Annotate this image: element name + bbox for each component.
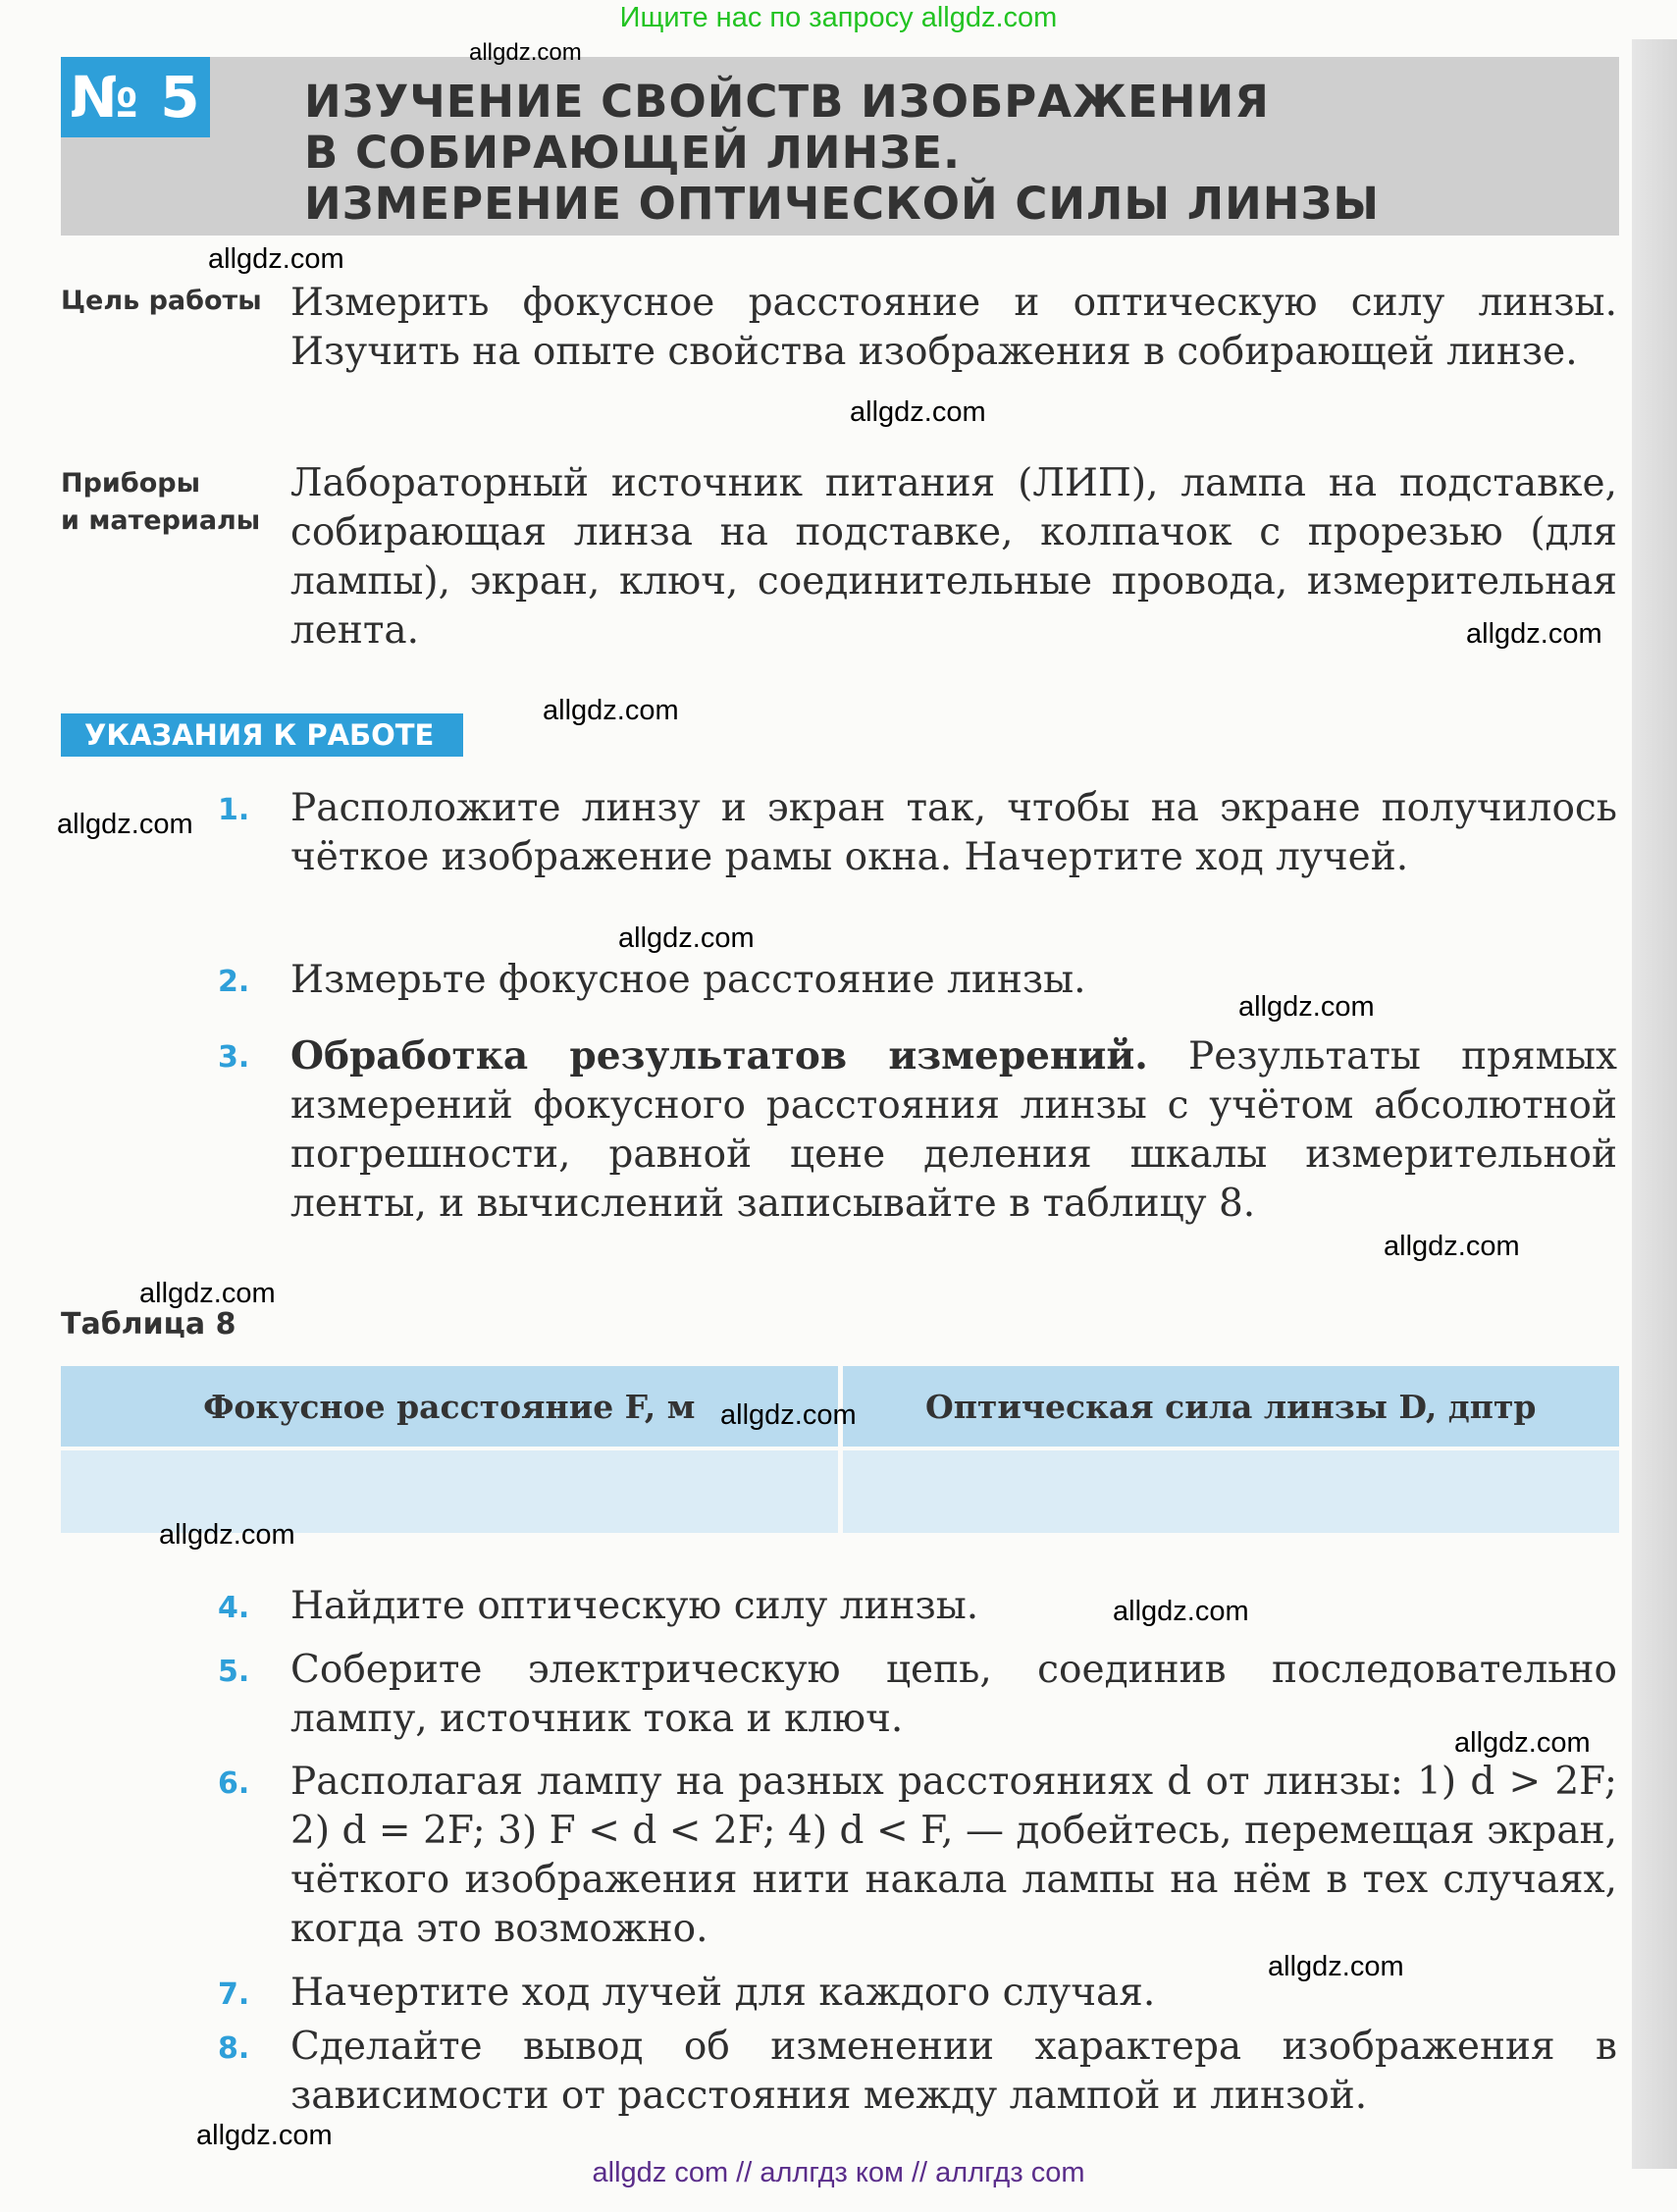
watermark: allgdz.com	[1238, 991, 1375, 1023]
page-edge-shadow	[1632, 39, 1677, 2169]
watermark: allgdz.com	[139, 1278, 276, 1309]
watermark: allgdz.com	[57, 809, 193, 840]
step-number: 8.	[218, 2031, 250, 2066]
step-number: 3.	[218, 1040, 250, 1075]
watermark: allgdz.com	[1268, 1951, 1404, 1982]
step-number: 4.	[218, 1591, 250, 1625]
step-bold-lead: Обработка результатов измерений.	[290, 1033, 1148, 1079]
title-line-3: ИЗМЕРЕНИЕ ОПТИЧЕСКОЙ СИЛЫ ЛИНЗЫ	[304, 178, 1381, 230]
watermark: allgdz.com	[1466, 618, 1602, 650]
table-header-optical-power: Оптическая сила линзы D, дптр	[925, 1387, 1537, 1426]
step-text-rest: Результаты прямых измерений фокусного расстояния линзы с учётом абсолютной погрешности, равной цене деления шкалы измерительной ленты, и вычислений записывайте в таблицу 8.	[290, 1034, 1617, 1226]
results-table	[61, 1366, 1619, 1533]
step-number: 7.	[218, 1977, 250, 2012]
table-cell-optical-power	[843, 1450, 1620, 1533]
step-text: Расположите линзу и экран так, чтобы на экране получилось чёткое изображение рамы окна. Начертите ход лучей.	[290, 786, 1617, 879]
step-number: 1.	[218, 793, 250, 827]
materials-label	[61, 465, 260, 540]
step-text: Найдите оптическую силу линзы.	[290, 1584, 979, 1628]
watermark: allgdz.com	[196, 2120, 333, 2151]
watermark: allgdz.com	[1113, 1596, 1249, 1627]
goal-text: Измерить фокусное расстояние и оптическую силу линзы. Изучить на опыте свойства изображения в собирающей линзе.	[290, 281, 1617, 374]
watermark: allgdz.com	[618, 922, 755, 954]
page-title	[304, 77, 1599, 230]
table-header-focal-length: Фокусное расстояние F, м	[61, 1366, 843, 1447]
watermark: allgdz.com	[1384, 1231, 1520, 1262]
materials-text: Лабораторный источник питания (ЛИП), лампа на подставке, собирающая линза на подставке, колпачок с прорезью (для лампы), экран, ключ, соединительные провода, измерительная лента.	[290, 461, 1617, 653]
watermark: allgdz.com	[850, 396, 986, 428]
watermark: allgdz.com	[469, 39, 582, 66]
watermark: allgdz.com	[543, 695, 679, 726]
footer-watermark: allgdz com // аллгдз ком // аллгдз com	[592, 2157, 1085, 2188]
table-caption: Таблица 8	[61, 1307, 236, 1342]
watermark: allgdz.com	[1454, 1727, 1591, 1759]
goal-label: Цель работы	[61, 286, 262, 316]
materials-label-line-2: и материалы	[61, 505, 261, 536]
step-text: Располагая лампу на разных расстояниях d от линзы: 1) d > 2F; 2) d = 2F; 3) F < d < 2F; 4) d < F, — добейтесь, перемещая экран, чёткого изображения нити накала лампы на нём в тех случаях, когда это возможно.	[290, 1760, 1617, 1951]
title-line-1: ИЗУЧЕНИЕ СВОЙСТВ ИЗОБРАЖЕНИЯ	[304, 76, 1270, 128]
watermark: allgdz.com	[159, 1519, 295, 1551]
section-title: УКАЗАНИЯ К РАБОТЕ	[61, 713, 463, 757]
step-text	[290, 1031, 1617, 1229]
materials-label-line-1: Приборы	[61, 468, 200, 499]
title-line-2: В СОБИРАЮЩЕЙ ЛИНЗЕ.	[304, 127, 962, 179]
watermark: allgdz.com	[720, 1399, 857, 1431]
lab-number-badge: № 5	[61, 57, 210, 137]
step-number: 6.	[218, 1766, 250, 1801]
step-text: Измерьте фокусное расстояние линзы.	[290, 958, 1086, 1002]
step-text: Начертите ход лучей для каждого случая.	[290, 1971, 1156, 2015]
step-text: Соберите электрическую цепь, соединив последовательно лампу, источник тока и ключ.	[290, 1648, 1617, 1741]
step-text: Сделайте вывод об изменении характера изображения в зависимости от расстояния между лампой и линзой.	[290, 2025, 1617, 2118]
step-number: 5.	[218, 1655, 250, 1689]
site-banner[interactable]: Ищите нас по запросу allgdz.com	[619, 2, 1058, 33]
watermark: allgdz.com	[208, 243, 344, 275]
step-number: 2.	[218, 965, 250, 999]
